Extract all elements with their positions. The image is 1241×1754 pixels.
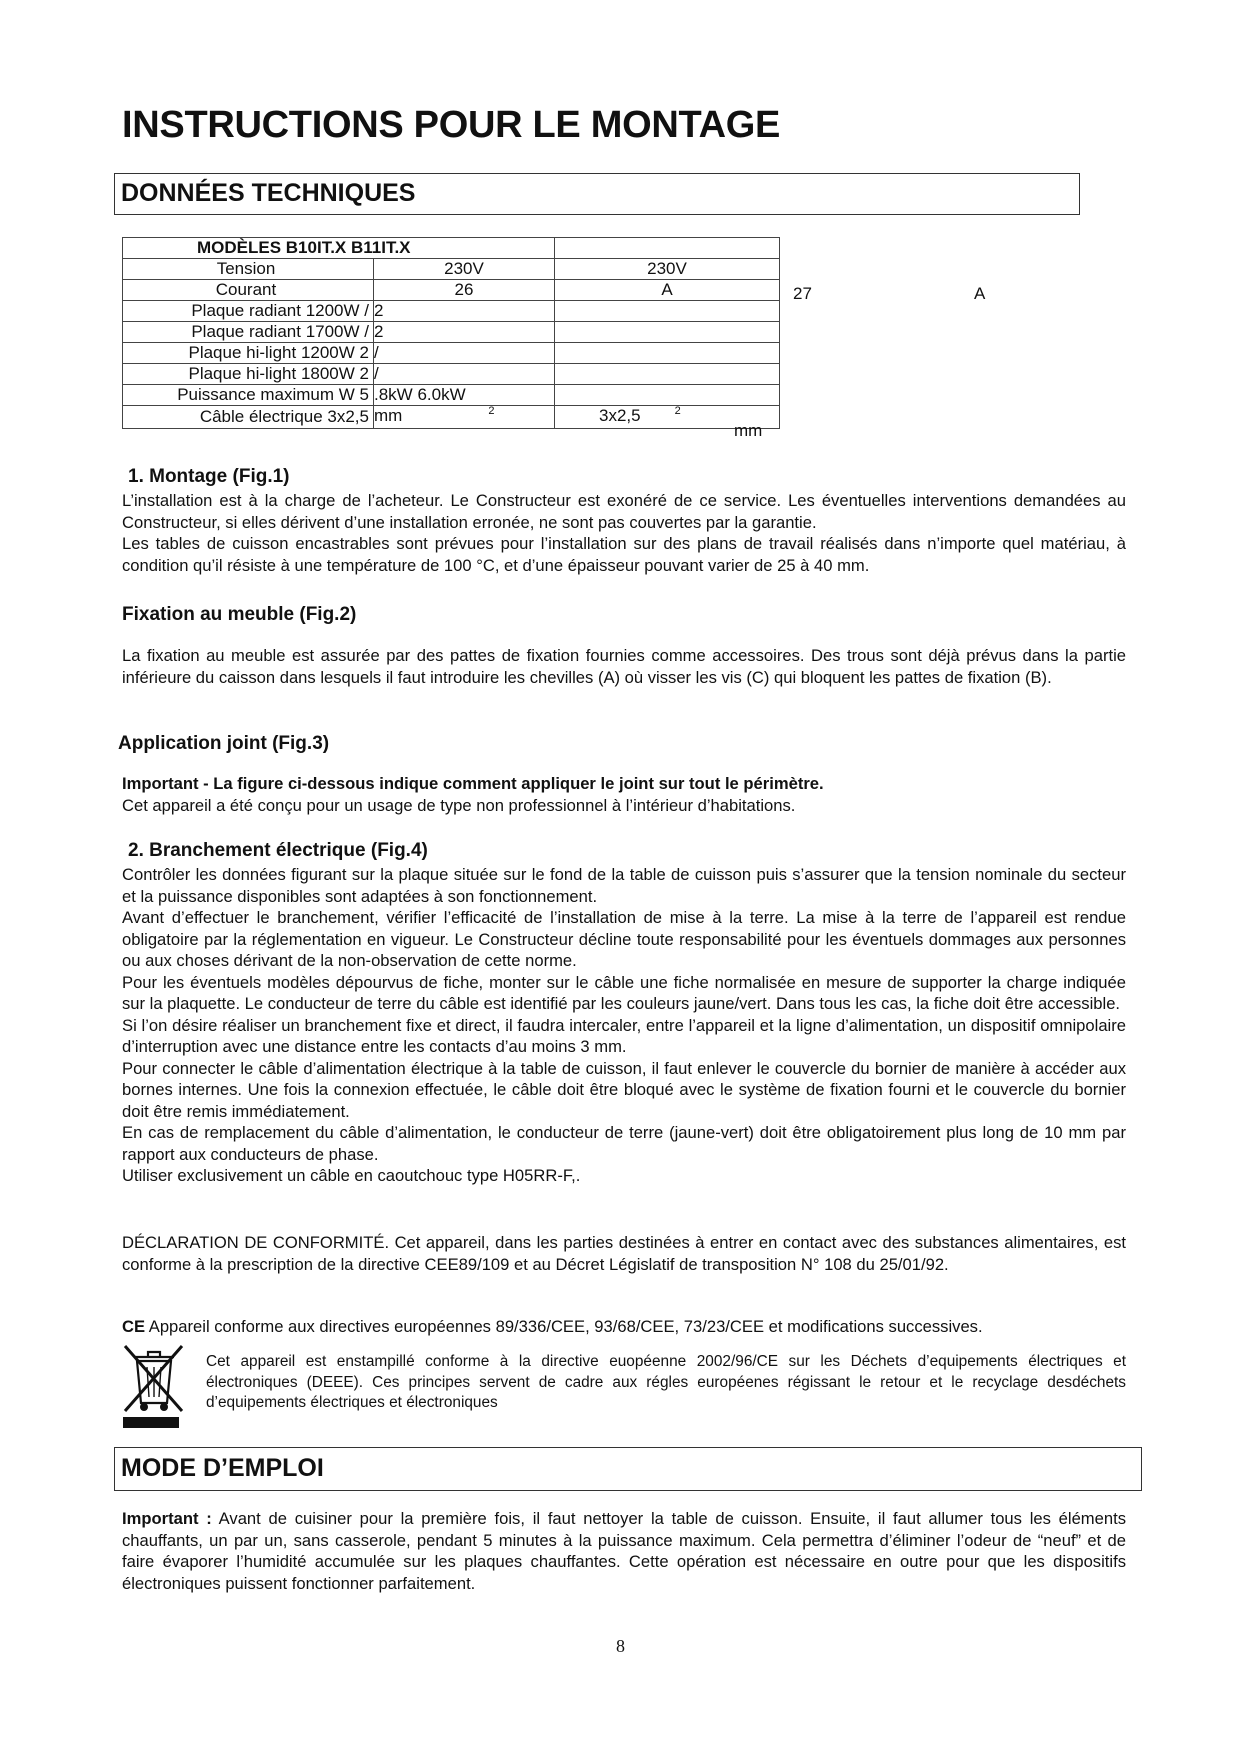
table-row [123, 259, 780, 280]
row-label: Câble électrique 3x2,5 [123, 406, 374, 429]
row-label: Puissance maximum W 5 [123, 385, 374, 406]
table-header-models: MODÈLES B10IT.X B11IT.X [123, 238, 555, 259]
row-label: Tension [123, 259, 374, 280]
ce-mark: CE [122, 1317, 146, 1336]
branchement-heading: 2. Branchement électrique (Fig.4) [128, 840, 428, 861]
row-label: Courant [123, 280, 374, 301]
value-text: 3x2,5 [599, 406, 641, 425]
montage-heading: 1. Montage (Fig.1) [128, 466, 290, 487]
crossed-out-wheelie-bin-icon [120, 1341, 188, 1429]
table-cell [555, 238, 780, 259]
value-cell: / [374, 343, 555, 364]
value-cell: 2 [374, 322, 555, 343]
row-label: Plaque radiant 1700W / [123, 322, 374, 343]
stray-value: 27 [793, 284, 812, 303]
row-label: Plaque hi-light 1200W 2 [123, 343, 374, 364]
value-cell: .8kW 6.0kW [374, 385, 555, 406]
montage-text: L’installation est à la charge de l’acheteur. Le Constructeur est exonéré de ce service. Les éventuelles interventions demandées au Constructeur, si elles dérivent d’une installation erronée, ne sont pas couvertes par la garantie. Les tables de cuisson encastrables sont prévues pour l’installation sur des plans de travail réalisés dans n’importe quel matériau, à condition qu’il résiste à une température de 100 °C, et d’une épaisseur pouvant varier de 25 à 40 mm. [122, 491, 1126, 575]
value-cell: 230V [555, 259, 780, 280]
row-label: Plaque radiant 1200W / [123, 301, 374, 322]
value-cell: / [374, 364, 555, 385]
ce-line [122, 1316, 1126, 1338]
value-cell [555, 322, 780, 343]
page-title: INSTRUCTIONS POUR LE MONTAGE [122, 104, 781, 146]
value-cell: 2 [374, 301, 555, 322]
section-header-mode-emploi [114, 1447, 1142, 1491]
important-label: Important : [122, 1509, 212, 1528]
value-cell: 230V [374, 259, 555, 280]
table-row [123, 238, 780, 259]
page-number: 8 [616, 1636, 625, 1656]
ce-text: Appareil conforme aux directives européennes 89/336/CEE, 93/68/CEE, 73/23/CEE et modifications successives. [148, 1317, 983, 1336]
value-text: mm [374, 406, 403, 425]
section-title: MODE D’EMPLOI [121, 1454, 324, 1482]
fixation-text: La fixation au meuble est assurée par des pattes de fixation fournies comme accessoires. Des trous sont déjà prévus dans la partie inférieure du caisson dans lesquels il faut introduire les chevilles (A) où visser les vis (C) qui bloquent les pattes de fixation (B). [122, 646, 1126, 687]
value-cell [555, 364, 780, 385]
superscript: 2 [674, 405, 681, 417]
joint-text: Cet appareil a été conçu pour un usage de type non professionnel à l’intérieur d’habitations. [122, 796, 796, 815]
value-cell [555, 385, 780, 406]
mode-text [122, 1508, 1126, 1594]
stray-unit: A [974, 284, 986, 303]
table-row [123, 406, 780, 429]
superscript: 2 [488, 405, 495, 417]
value-cell: 26 [374, 280, 555, 301]
value-cell: A [555, 280, 780, 301]
spec-table [122, 237, 780, 429]
fixation-heading: Fixation au meuble (Fig.2) [122, 604, 357, 625]
weee-logo [120, 1341, 188, 1429]
value-cell [555, 343, 780, 364]
section-header-donnees [114, 173, 1080, 215]
table-row [123, 343, 780, 364]
stray-unit: mm [734, 421, 763, 440]
table-row [123, 364, 780, 385]
mode-body: Avant de cuisiner pour la première fois, il faut nettoyer la table de cuisson. Ensuite, il faut allumer tous les éléments chauffants, un par un, sans casserole, pendant 5 minutes à la puissance maximum. Cela permettra d’éliminer l’odeur de “neuf” et de faire évaporer l’humidité accumulée sur les plaques chauffantes. Cette opération est nécessaire en outre pour que les dispositifs électroniques puissent fonctionner parfaitement. [122, 1509, 1126, 1593]
branchement-text: Contrôler les données figurant sur la plaque située sur le fond de la table de cuisson puis s’assurer que la tension nominale du secteur et la puissance disponibles sont adaptées à son fonctionnement. Avant d’effectuer le branchement, vérifier l’efficacité de l’installation de mise à la terre. La mise à la terre de l’appareil est rendue obligatoire par la réglementation en vigueur. Le Constructeur décline toute responsabilité pour les éventuels dommages aux personnes ou aux choses dérivant de la non-observation de cette norme. Pour les éventuels modèles dépourvus de fiche, monter sur le câble une fiche normalisée en mesure de supporter la charge indiquée sur la plaquette. Le conducteur de terre du câble est identifié par les couleurs jaune/vert. Dans tous les cas, la fiche doit être accessible. Si l’on désire réaliser un branchement fixe et direct, il faudra intercaler, entre l’appareil et la ligne d’alimentation, un dispositif omnipolaire d’interruption avec une distance entre les contacts d’au moins 3 mm. Pour connecter le câble d’alimentation électrique à la table de cuisson, il faut enlever le couvercle du bornier de manière à accéder aux bornes internes. Une fois la connexion effectuée, le câble doit être bloqué avec le système de fixation fourni et le couvercle du bornier doit être remis immédiatement. En cas de remplacement du câble d’alimentation, le conducteur de terre (jaune-vert) doit être obligatoirement plus long de 10 mm par rapport aux conducteurs de phase. Utiliser exclusivement un câble en caoutchouc type H05RR-F,. [122, 865, 1126, 1185]
weee-text: Cet appareil est enstampillé conforme à la directive euopéenne 2002/96/CE sur les Déchets d’equipements électriques et électroniques (DEEE). Ces principes servent de cadre aux régles européenes régissant le retour et le recyclage desdéchets d’equipements électriques et électroniques [206, 1353, 1126, 1411]
declaration-text: DÉCLARATION DE CONFORMITÉ. Cet appareil, dans les parties destinées à entrer en contact avec des substances alimentaires, est conforme à la prescription de la directive CEE89/109 et au Décret Législatif de transposition N° 108 du 25/01/92. [122, 1233, 1126, 1274]
table-row [123, 322, 780, 343]
joint-important: Important - La figure ci-dessous indique comment appliquer le joint sur tout le périmètre. [122, 774, 824, 793]
row-label: Plaque hi-light 1800W 2 [123, 364, 374, 385]
table-row [123, 301, 780, 322]
joint-heading: Application joint (Fig.3) [118, 733, 330, 754]
table-row [123, 385, 780, 406]
section-title: DONNÉES TECHNIQUES [121, 179, 416, 207]
value-cell [555, 301, 780, 322]
value-cell [374, 406, 555, 429]
table-row [123, 280, 780, 301]
